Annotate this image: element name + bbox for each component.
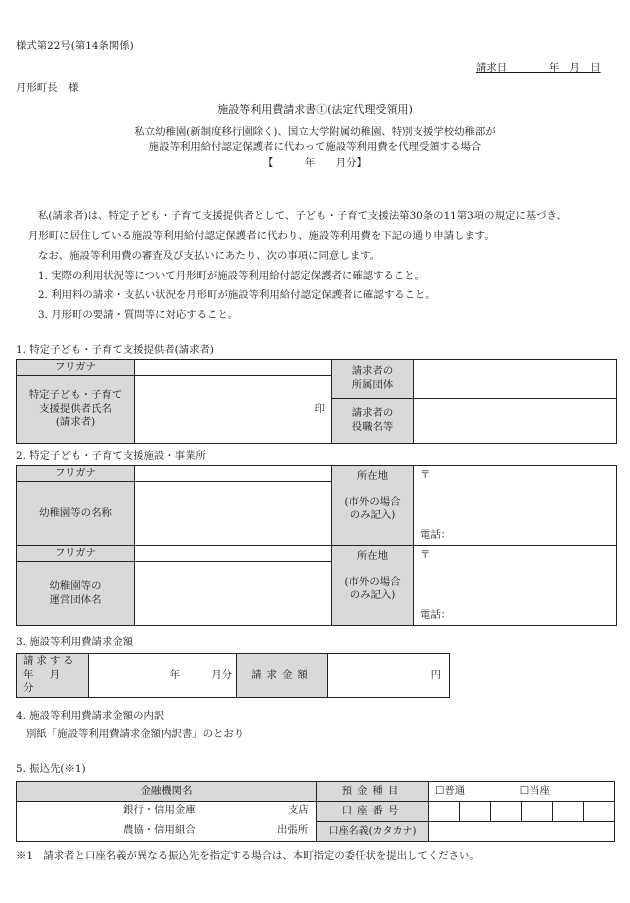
operator-furigana-field[interactable]: [135, 546, 332, 562]
affiliation-label: 請求者の 所属団体: [332, 360, 414, 399]
account-digit-1[interactable]: [429, 802, 460, 822]
section-2-heading: 2. 特定子ども・子育て支援施設・事業所: [16, 450, 206, 462]
operator-name-field[interactable]: [135, 562, 332, 626]
request-date: 請求日 年 月 日: [476, 62, 601, 74]
consent-2: 2. 利用料の請求・支払い状況を月形町が施設等利用給付認定保護者に確認すること。: [38, 289, 436, 301]
account-digit-3[interactable]: [491, 802, 522, 822]
facility-table: [16, 465, 617, 626]
intro-line-3: なお、施設等利用費の審査及び支払いにあたり、次の事項に同意します。: [38, 250, 381, 262]
operator-name-label: 幼稚園等の 運営団体名: [17, 562, 135, 626]
addressee: 月形町長 様: [16, 82, 79, 94]
breakdown-note: 別紙「施設等利用費請求金額内訳書」のとおり: [26, 728, 245, 740]
operator-phone-label: 電話：: [420, 609, 452, 621]
page-title: 施設等利用費請求書①(法定代理受領用): [217, 103, 413, 116]
form-number: 様式第22号(第14条関係): [16, 40, 134, 52]
subtitle-line-1: 私立幼稚園(新制度移行園除く)、国立大学附属幼稚園、特別支援学校幼稚部が: [134, 126, 496, 138]
amount-table: [16, 653, 450, 698]
facility-postal-mark: 〒: [420, 469, 431, 481]
current-label: 当座: [529, 784, 550, 797]
branch-type-1: 支店: [288, 804, 309, 816]
account-digit-5[interactable]: [553, 802, 584, 822]
consent-1: 1. 実際の利用状況等について月形町が施設等利用給付認定保護者に確認すること。: [38, 270, 426, 282]
seal-mark: 印: [314, 402, 325, 415]
facility-furigana-field[interactable]: [135, 466, 332, 482]
branch-type-2: 出張所: [277, 824, 309, 836]
facility-name-field[interactable]: [135, 482, 332, 546]
intro-line-1: 私(請求者)は、特定子ども・子育て支援提供者として、子ども・子育て支援法第30条の11第3項の規定に基づき、: [38, 210, 567, 222]
deposit-type-options: [429, 782, 615, 802]
bank-type-1: 銀行・信用金庫: [123, 804, 196, 816]
provider-table: [16, 359, 617, 444]
amount-field[interactable]: 円: [328, 654, 450, 698]
operator-location-field[interactable]: [414, 546, 617, 626]
operator-postal-mark: 〒: [420, 549, 431, 561]
request-month-label: 請求する 年 月 分: [17, 654, 89, 698]
account-digit-4[interactable]: [522, 802, 553, 822]
deposit-type-label: 預金種目: [317, 782, 429, 802]
section-5-heading: 5. 振込先(※1): [16, 763, 86, 775]
position-field[interactable]: [414, 399, 617, 444]
subtitle-line-2: 施設等利用給付認定保護者に代わって施設等利用費を代理受領する場合: [148, 141, 482, 153]
footnote: ※1 請求者と口座名義が異なる振込先を指定する場合は、本町指定の委任状を提出してください。: [16, 850, 480, 862]
bank-table: [16, 781, 615, 842]
provider-name-field[interactable]: [135, 376, 332, 444]
account-digit-6[interactable]: [584, 802, 615, 822]
account-digit-2[interactable]: [460, 802, 491, 822]
facility-name-label: 幼稚園等の名称: [17, 482, 135, 546]
facility-phone-label: 電話：: [420, 529, 452, 541]
request-month-field[interactable]: 年 月分: [89, 654, 237, 698]
account-name-label: 口座名義(カタカナ): [317, 822, 429, 842]
section-1-heading: 1. 特定子ども・子育て支援提供者(請求者): [16, 344, 214, 356]
operator-furigana-label: フリガナ: [17, 546, 135, 562]
bank-type-2: 農協・信用組合: [123, 824, 196, 836]
intro-line-2: 月形町に居住している施設等利用給付認定保護者に代わり、施設等利用費を下記の通り申請します。: [28, 230, 495, 242]
facility-furigana-label: フリガナ: [17, 466, 135, 482]
account-name-field[interactable]: [429, 822, 615, 842]
affiliation-field[interactable]: [414, 360, 617, 399]
provider-furigana-label: フリガナ: [17, 360, 135, 376]
ordinary-label: 普通: [444, 784, 466, 797]
section-4-heading: 4. 施設等利用費請求金額の内訳: [16, 710, 165, 722]
position-label: 請求者の 役職名等: [332, 399, 414, 444]
current-checkbox[interactable]: ☐: [519, 784, 530, 797]
bank-header: 金融機関名: [17, 782, 317, 802]
consent-3: 3. 月形町の要請・質問等に対応すること。: [38, 309, 239, 321]
ordinary-checkbox[interactable]: ☐: [435, 784, 445, 797]
period: 【 年 月分】: [263, 157, 367, 169]
bank-name-field[interactable]: [17, 802, 317, 842]
facility-location-field[interactable]: [414, 466, 617, 546]
provider-name-label: 特定子ども・子育て 支援提供者氏名 (請求者): [17, 376, 135, 444]
operator-location-label: 所在地 (市外の場合 のみ記入): [332, 546, 414, 626]
provider-furigana-field[interactable]: [135, 360, 332, 376]
section-3-heading: 3. 施設等利用費請求金額: [16, 636, 134, 648]
facility-location-label: 所在地 (市外の場合 のみ記入): [332, 466, 414, 546]
account-number-label: 口座番号: [317, 802, 429, 822]
amount-label: 請求金額: [237, 654, 328, 698]
